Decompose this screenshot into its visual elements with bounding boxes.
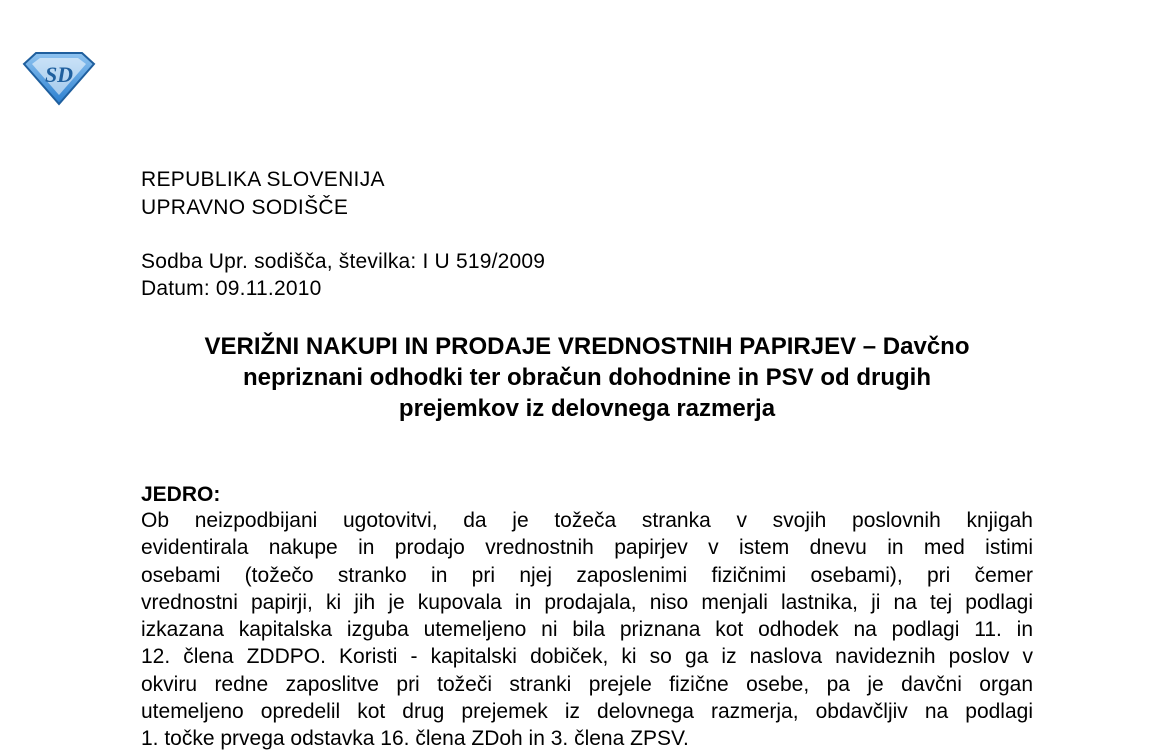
- jedro-line: okviru redne zaposlitve pri tožeči stranki prejele fizične osebe, pa je davčni organ: [141, 672, 1033, 696]
- jedro-line: 1. točke prvega odstavka 16. člena ZDoh in 3. člena ZPSV.: [141, 727, 689, 751]
- title-line-2: nepriznani odhodki ter obračun dohodnine in PSV od drugih: [243, 364, 931, 391]
- header-court: UPRAVNO SODIŠČE: [141, 196, 349, 219]
- jedro-paragraph: [141, 507, 1033, 753]
- jedro-line: vrednostni papirji, ki jih je kupovala in prodajala, niso menjali lastnika, ji na tej podlagi: [141, 590, 1033, 614]
- document-title: [140, 331, 1034, 424]
- jedro-line: 12. člena ZDDPO. Koristi - kapitalski dobiček, ki so ga iz naslova navideznih poslov v: [141, 645, 1033, 669]
- logo-text: SD: [44, 62, 74, 87]
- case-number: Sodba Upr. sodišča, številka: I U 519/2009: [141, 250, 546, 273]
- jedro-line: utemeljeno opredelil kot drug prejemek iz delovnega razmerja, obdavčljiv na podlagi: [141, 700, 1033, 724]
- court-header: [141, 166, 385, 222]
- court-logo: [22, 50, 96, 106]
- title-line-3: prejemkov iz delovnega razmerja: [398, 395, 776, 422]
- jedro-line: evidentirala nakupe in prodajo vrednostnih papirjev v istem dnevu in med istimi: [141, 536, 1033, 560]
- case-date: Datum: 09.11.2010: [141, 277, 322, 300]
- jedro-line: osebami (tožečo stranko in pri njej zaposlenimi fizičnimi osebami), pri čemer: [141, 563, 1033, 587]
- jedro-line: izkazana kapitalska izguba utemeljeno ni bila priznana kot odhodek na podlagi 11. in: [141, 618, 1033, 642]
- jedro-line: Ob neizpodbijani ugotovitvi, da je tožeča stranka v svojih poslovnih knjigah: [141, 509, 1033, 532]
- title-line-1: VERIŽNI NAKUPI IN PRODAJE VREDNOSTNIH PAPIRJEV – Davčno: [204, 333, 970, 360]
- header-republic: REPUBLIKA SLOVENIJA: [141, 168, 385, 191]
- shield-logo-icon: [22, 50, 96, 106]
- case-info: [141, 248, 545, 302]
- jedro-heading: JEDRO:: [141, 483, 221, 506]
